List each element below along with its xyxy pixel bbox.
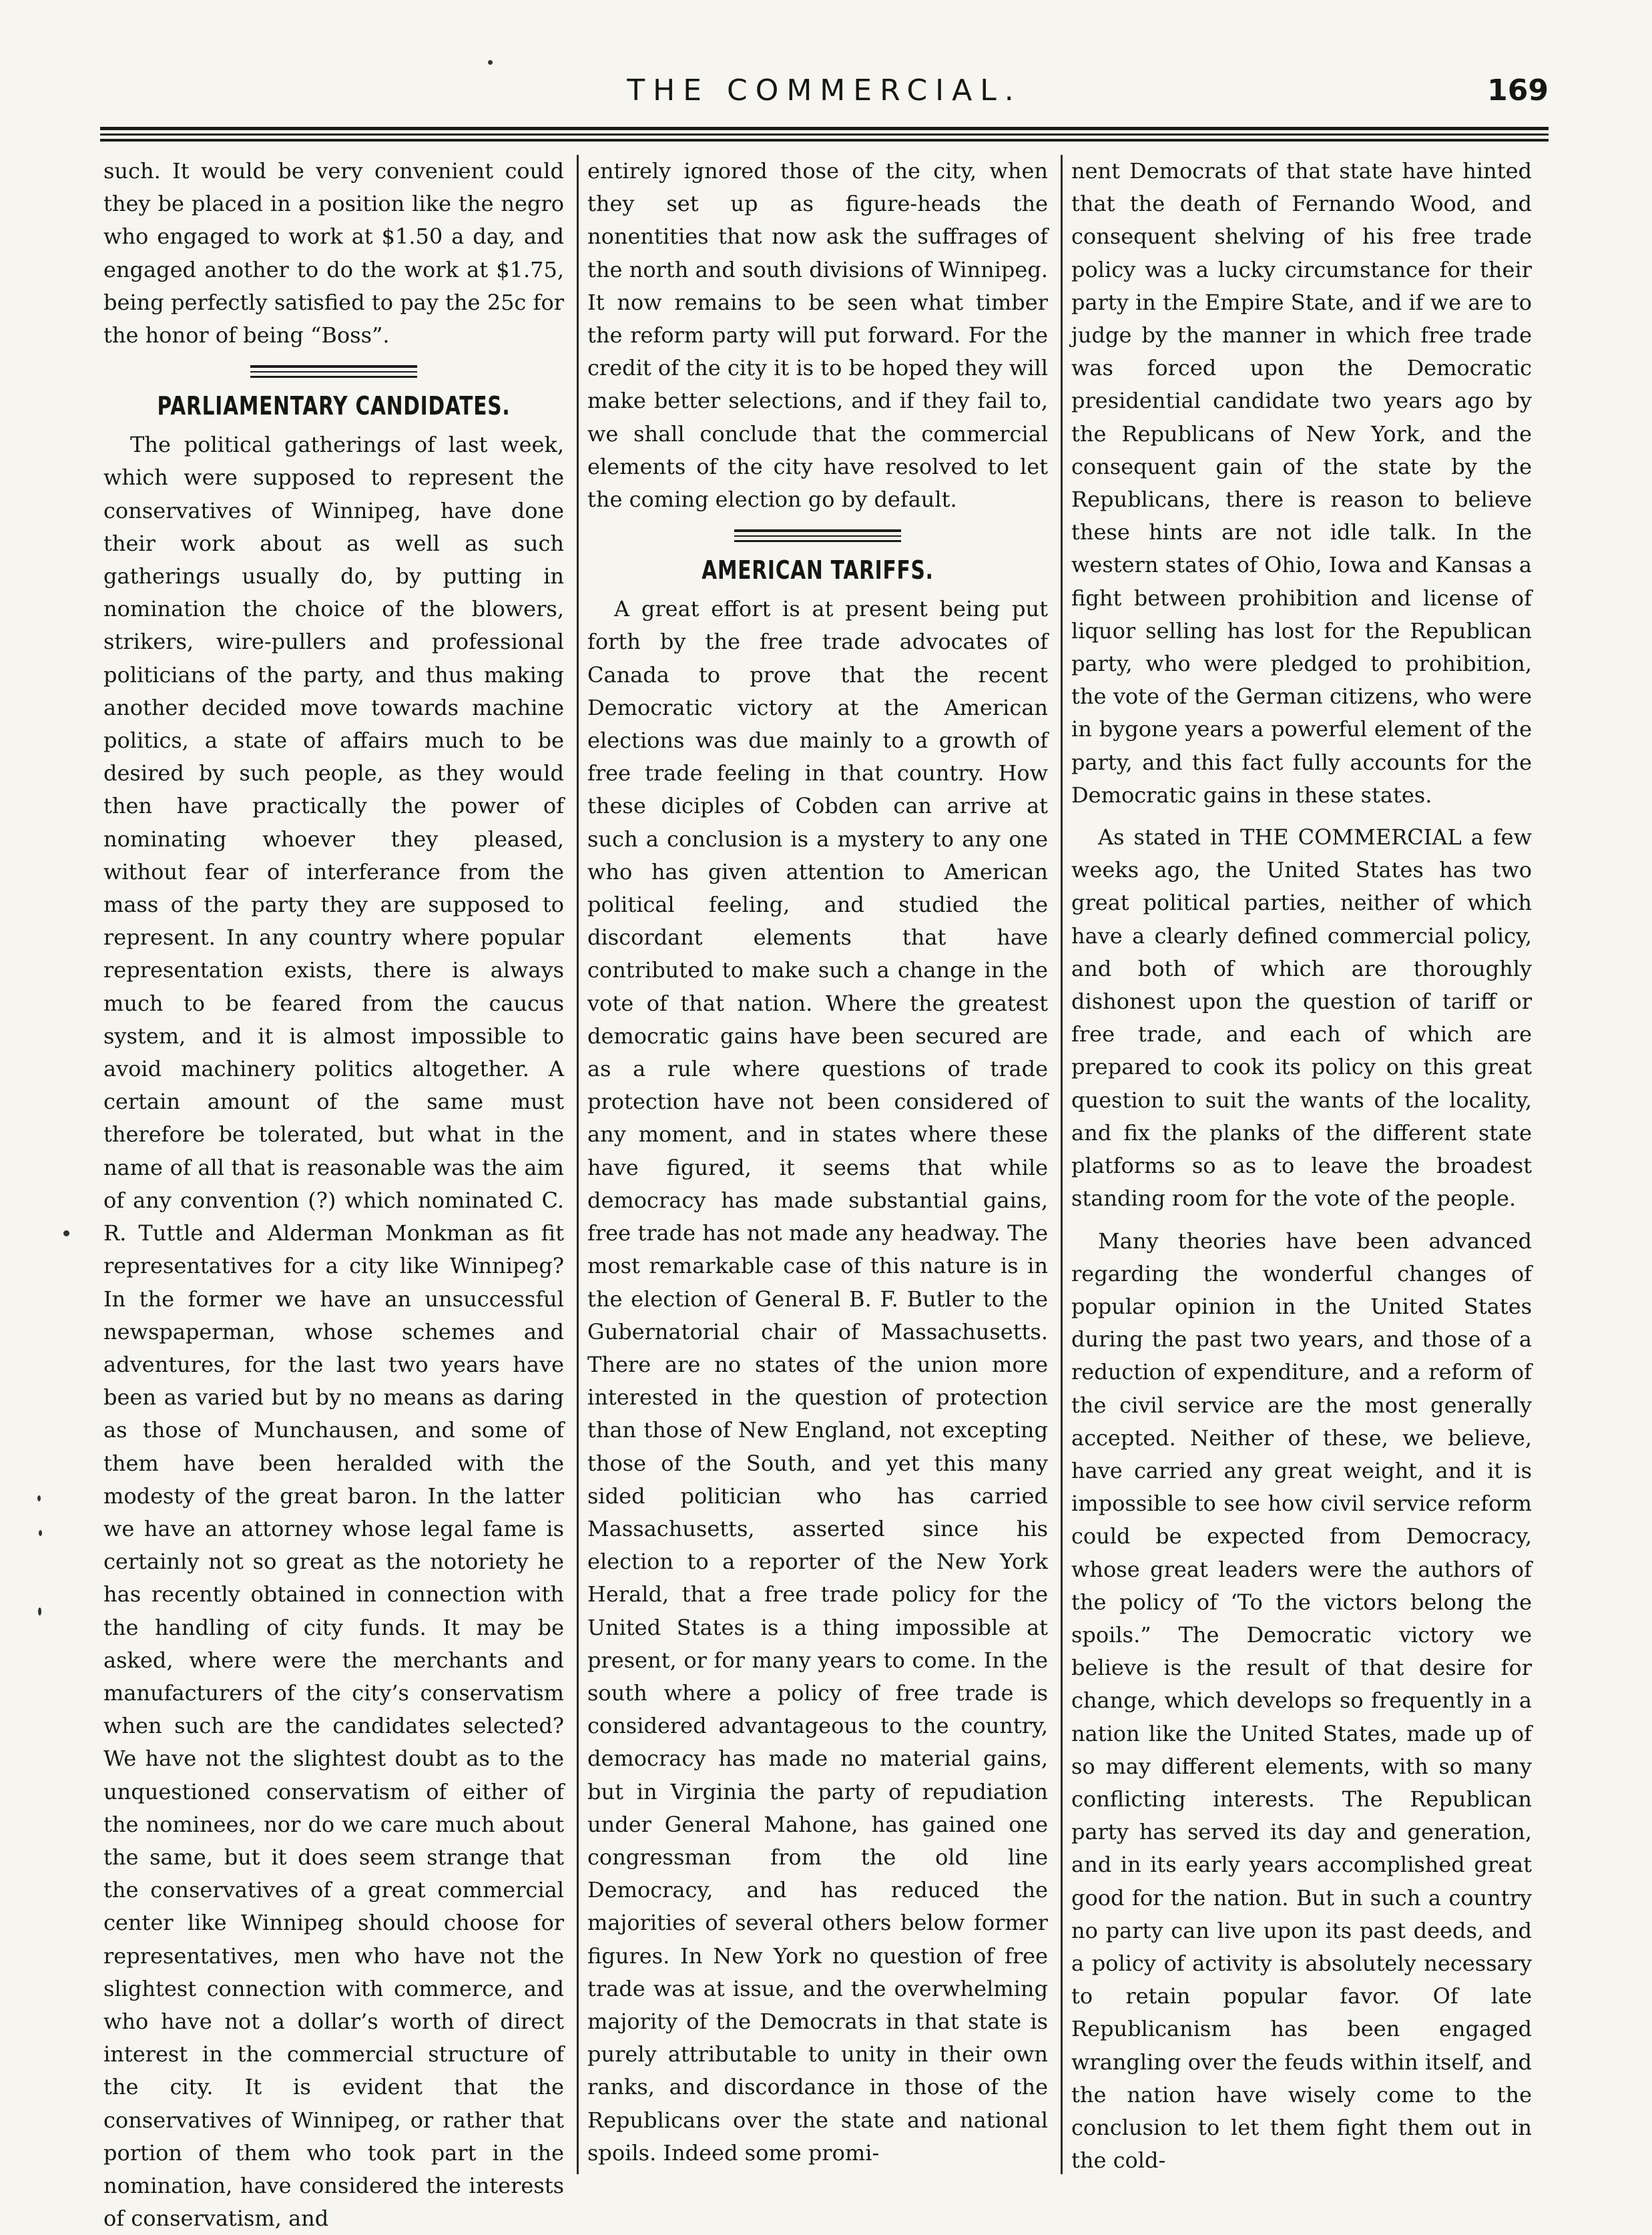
column-left	[103, 155, 564, 2232]
column-middle	[587, 155, 1048, 2171]
column-divider-left	[577, 155, 579, 2174]
article-paragraph: The political gatherings of last week, which were supposed to represent the conservatives of Winnipeg, have done their work about as well as such gatherings usually do, by putting in nomination the choice of the blowers, strikers, wire-pullers and professional politicians of the party, and thus making another decided move towards machine politics, a state of affairs much to be desired by such people, as they would then have practically the power of nominating whoever they pleased, without fear of interferance from the mass of the party they are supposed to represent. In any country where popular representation exists, there is always much to be feared from the caucus system, and it is almost impossible to avoid machinery politics altogether. A certain amount of the same must therefore be tolerated, but what in the name of all that is reasonable was the aim of any convention (?) which nominated C. R. Tuttle and Alderman Monkman as fit representatives for a city like Winnipeg? In the former we have an unsuccessful newspaperman, whose schemes and adventures, for the last two years have been as varied but by no means as daring as those of Munchausen, and some of them have been heralded with the modesty of the great baron. In the latter we have an attorney whose legal fame is certainly not so great as the notoriety he has recently obtained in connection with the handling of city funds. It may be asked, where were the merchants and manufacturers of the city’s conservatism when such are the candidates selected? We have not the slightest doubt as to the unquestioned conservatism of either of the nominees, nor do we care much about the same, but it does seem strange that the conservatives of a great commercial center like Winnipeg should choose for representatives, men who have not the slightest connection with commerce, and who have not a dollar’s worth of direct interest in the commercial structure of the city. It is evident that the conservatives of Winnipeg, or rather that portion of them who took part in the nomination, have considered the interests of conservatism, and	[103, 432, 564, 2232]
article-paragraph: A great effort is at present being put forth by the free trade advocates of Canada to prove that the recent Democratic victory at the American elections was due mainly to a growth of free trade feeling in that country. How these diciples of Cobden can arrive at such a conclusion is a mystery to any one who has given attention to American political feeling, and studied the discordant elements that have contributed to make such a change in the vote of that nation. Where the greatest democratic gains have been secured are as a rule where questions of trade protection have not been considered of any moment, and in states where these have figured, it seems that while democracy has made substantial gains, free trade has not made any headway. The most remarkable case of this nature is in the election of General B. F. Butler to the Gubernatorial chair of Massachusetts. There are no states of the union more interested in the question of protection than those of New England, not excepting those of the South, and yet this many sided politician who has carried Massachusetts, asserted since his election to a reporter of the New York Herald, that a free trade policy for the United States is a thing impossible at present, or for many years to come. In the south where a policy of free trade is considered advantageous to the country, democracy has made no material gains, but in Virginia the party of repudiation under General Mahone, has gained one congressman from the old line Democracy, and has reduced the majorities of several others below former figures. In New York no question of free trade was at issue, and the overwhelming majority of the Democrats in that state is purely attributable to unity in their own ranks, and discordance in those of the Republicans over the state and national spoils. Indeed some promi-	[587, 596, 1048, 2166]
publication-title: THE COMMERCIAL.	[627, 73, 1022, 107]
article-paragraph: entirely ignored those of the city, when they set up as figure-heads the nonentities that now ask the suffrages of the north and south divisions of Winnipeg. It now remains to be seen what timber the reform party will put forward. For the credit of the city it is to be hoped they will make better selections, and if they fail to, we shall conclude that the commercial elements of the city have resolved to let the coming election go by default.	[587, 158, 1048, 513]
column-divider-right	[1061, 155, 1063, 2174]
article-headline: PARLIAMENTARY CANDIDATES.	[157, 391, 511, 421]
article-paragraph: such. It would be very convenient could they be placed in a position like the negro who engaged to work at $1.50 a day, and engaged another to do the work at $1.75, being perfectly satisfied to pay the 25c for the honor of being “Boss”.	[103, 158, 564, 348]
print-speck	[37, 1495, 41, 1501]
print-speck	[38, 1607, 41, 1616]
article-paragraph: Many theories have been advanced regarding the wonderful changes of popular opinion in the United States during the past two years, and those of a reduction of expenditure, and a reform of the civil service are the most generally accepted. Neither of these, we believe, have carried any great weight, and it is impossible to see how civil service reform could be expected from Democracy, whose great leaders were the authors of the policy of ‘To the victors belong the spoils.” The Democratic victory we believe is the result of that desire for change, which develops so frequently in a nation like the United States, made up of so may different elements, with so many conflicting interests. The Republican party has served its day and generation, and in its early years accomplished great good for the nation. But in such a country no party can live upon its past deeds, and a policy of activity is absolutely necessary to retain popular favor. Of late Republicanism has been engaged wrangling over the feuds within itself, and the nation have wisely come to the conclusion to let them fight them out in the cold-	[1071, 1228, 1532, 2174]
header-rule-thin	[100, 139, 1549, 142]
article-paragraph: As stated in THE COMMERCIAL a few weeks ago, the United States has two great political parties, neither of which have a clearly defined commercial policy, and both of which are thoroughly dishonest upon the question of tariff or free trade, and each of which are prepared to cook its policy on this great question to suit the wants of the locality, and fix the planks of the different state platforms so as to leave the broadest standing room for the vote of the people.	[1071, 824, 1532, 1212]
header-rule-thick	[100, 127, 1549, 130]
heading-separator-rule	[734, 529, 901, 542]
page-header	[100, 73, 1549, 113]
print-speck	[63, 1230, 69, 1236]
header-rule-middle	[100, 134, 1549, 136]
heading-separator-rule	[250, 365, 417, 378]
print-speck	[488, 60, 493, 65]
article-paragraph: nent Democrats of that state have hinted that the death of Fernando Wood, and consequent shelving of his free trade policy was a lucky circumstance for their party in the Empire State, and if we are to judge by the manner in which free trade was forced upon the Democratic presidential candidate two years ago by the Republicans of New York, and the consequent gain of the state by the Republicans, there is reason to believe these hints are not idle talk. In the western states of Ohio, Iowa and Kansas a fight between prohibition and license of liquor selling has lost for the Republican party, who were pledged to prohibition, the vote of the German citizens, who were in bygone years a powerful element of the party, and this fact fully accounts for the Democratic gains in these states.	[1071, 158, 1532, 808]
article-headline: AMERICAN TARIFFS.	[702, 555, 934, 585]
column-right	[1071, 155, 1532, 2174]
page-number: 169	[1487, 73, 1549, 107]
print-speck	[39, 1530, 42, 1536]
